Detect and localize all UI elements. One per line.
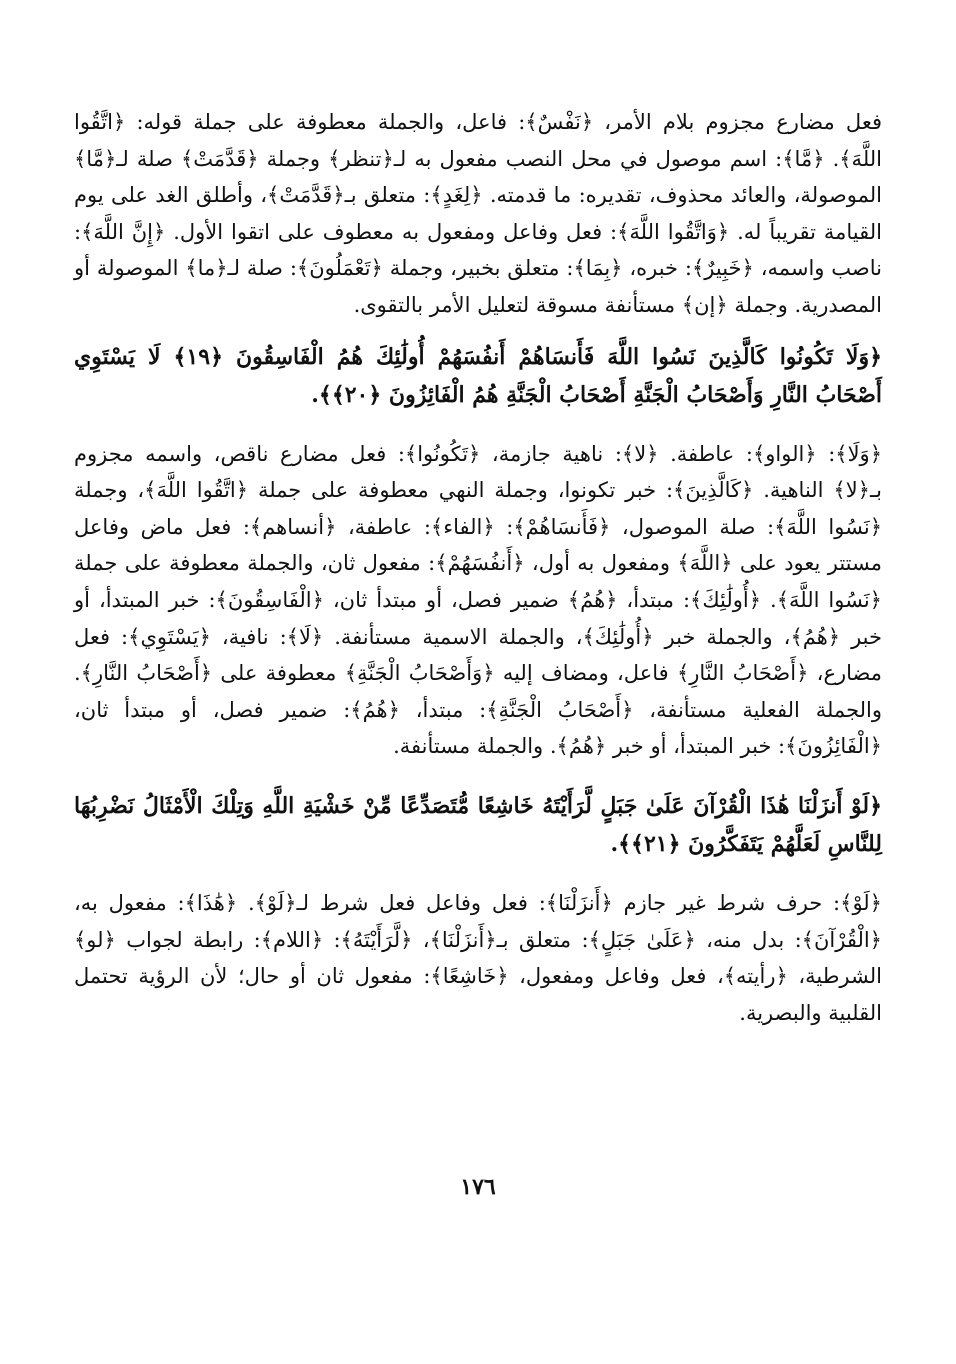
spacer xyxy=(74,765,882,787)
quran-verse-19-20: ﴿وَلَا تَكُونُوا كَالَّذِينَ نَسُوا اللَّهَ فَأَنسَاهُمْ أَنفُسَهُمْ أُولَٰئِكَ هُمُ الْفَاسِقُونَ ﴿١٩﴾ لَا يَسْتَوِي أَصْحَابُ النَّارِ وَأَصْحَابُ الْجَنَّةِ أَصْحَابُ الْجَنَّةِ هُمُ الْفَائِزُونَ ﴿٢٠﴾﴾. xyxy=(74,343,882,408)
commentary-paragraph-1: فعل مضارع مجزوم بلام الأمر، ﴿نَفْسٌ﴾: فاعل، والجملة معطوفة على جملة قوله: ﴿اتَّقُوا اللَّهَ﴾. ﴿مَّا﴾: اسم موصول في محل النصب مفعول به لـ﴿تنظر﴾ وجملة ﴿قَدَّمَتْ﴾ صلة لـ﴿مَّا﴾ الموصولة، والعائد محذوف، تقديره: ما قدمته. ﴿لِغَدٍ﴾: متعلق بـ﴿قَدَّمَتْ﴾، وأطلق الغد على يوم القيامة تقريباً له. ﴿وَاتَّقُوا اللَّهَ﴾: فعل وفاعل ومفعول به معطوف على اتقوا الأول. ﴿إِنَّ اللَّهَ﴾: ناصب واسمه، ﴿خَبِيرٌ﴾: خبره، ﴿بِمَا﴾: متعلق بخبير، وجملة ﴿تَعْمَلُونَ﴾: صلة لـ﴿ما﴾ الموصولة أو المصدرية. وجملة ﴿إن﴾ مستأنفة مسوقة لتعليل الأمر بالتقوى. xyxy=(74,110,882,317)
page-body xyxy=(74,104,882,1334)
commentary-paragraph-3: ﴿لَوْ﴾: حرف شرط غير جازم ﴿أَنزَلْنَا﴾: فعل وفاعل فعل شرط لـ﴿لَوْ﴾. ﴿هَٰذَا﴾: مفعول به، ﴿الْقُرْآنَ﴾: بدل منه، ﴿عَلَىٰ جَبَلٍ﴾: متعلق بـ﴿أَنزَلْنَا﴾، ﴿لَّرَأَيْتَهُ﴾: ﴿اللام﴾: رابطة لجواب ﴿لو﴾ الشرطية، ﴿رأيته﴾، فعل وفاعل ومفعول، ﴿خَاشِعًا﴾: مفعول ثان أو حال؛ لأن الرؤية تحتمل القلبية والبصرية. xyxy=(74,890,882,1025)
quran-verse-21: ﴿لَوْ أَنزَلْنَا هَٰذَا الْقُرْآنَ عَلَىٰ جَبَلٍ لَّرَأَيْتَهُ خَاشِعًا مُّتَصَدِّعًا مِّنْ خَشْيَةِ اللَّهِ وَتِلْكَ الْأَمْثَالُ نَضْرِبُهَا لِلنَّاسِ لَعَلَّهُمْ يَتَفَكَّرُونَ ﴿٢١﴾﴾. xyxy=(74,792,882,857)
spacer xyxy=(74,863,882,885)
page-number: ١٧٦ xyxy=(460,1174,496,1200)
spacer xyxy=(74,324,882,338)
spacer xyxy=(74,414,882,436)
commentary-paragraph-2: ﴿وَلَا﴾: ﴿الواو﴾: عاطفة. ﴿لا﴾: ناهية جازمة، ﴿تَكُونُوا﴾: فعل مضارع ناقص، واسمه مجزوم بـ﴿لا﴾ الناهية. ﴿كَالَّذِينَ﴾: خبر تكونوا، وجملة النهي معطوفة على جملة ﴿اتَّقُوا اللَّهَ﴾، وجملة ﴿نَسُوا اللَّهَ﴾: صلة الموصول، ﴿فَأَنسَاهُمْ﴾: ﴿الفاء﴾: عاطفة، ﴿أنساهم﴾: فعل ماض وفاعل مستتر يعود على ﴿اللَّهَ﴾ ومفعول به أول، ﴿أَنفُسَهُمْ﴾: مفعول ثان، والجملة معطوفة على جملة ﴿نَسُوا اللَّهَ﴾. ﴿أُولَٰئِكَ﴾: مبتدأ، ﴿هُمُ﴾ ضمير فصل، أو مبتدأ ثان، ﴿الْفَاسِقُونَ﴾: خبر المبتدأ، أو خبر ﴿هُمُ﴾، والجملة خبر ﴿أُولَٰئِكَ﴾، والجملة الاسمية مستأنفة. ﴿لَا﴾: نافية، ﴿يَسْتَوِي﴾: فعل مضارع، ﴿أَصْحَابُ النَّارِ﴾ فاعل، ومضاف إليه ﴿وَأَصْحَابُ الْجَنَّةِ﴾ معطوفة على ﴿أَصْحَابُ النَّارِ﴾. والجملة الفعلية مستأنفة، ﴿أَصْحَابُ الْجَنَّةِ﴾: مبتدأ، ﴿هُمُ﴾: ضمير فصل، أو مبتدأ ثان، ﴿الْفَائِزُونَ﴾: خبر المبتدأ، أو خبر ﴿هُمُ﴾. والجملة مستأنفة. xyxy=(74,441,882,759)
